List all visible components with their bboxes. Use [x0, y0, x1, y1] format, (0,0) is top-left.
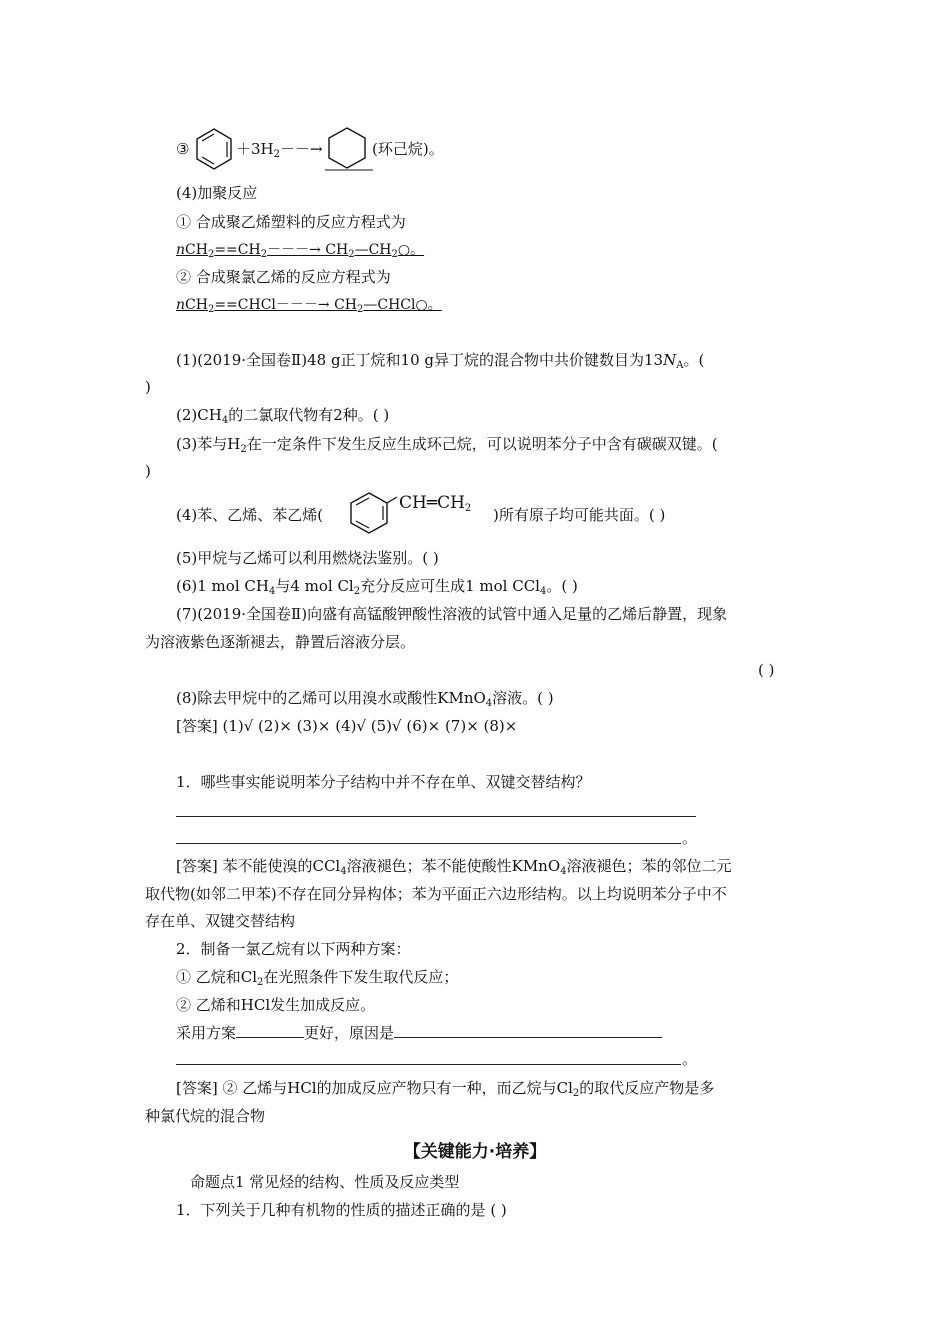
judge-question-7-line2: 为溶液紫色逐渐褪去，静置后溶液分层。: [145, 633, 416, 651]
scheme-blank[interactable]: [236, 1023, 304, 1038]
styrene-vinyl-group: $CH═CH_2$: [399, 493, 472, 514]
answer-blank-line[interactable]: [176, 843, 681, 844]
reaction-4-item1: ① 合成聚乙烯塑料的反应方程式为: [176, 213, 406, 231]
reaction-4-title: (4)加聚反应: [176, 184, 258, 202]
pvc-equation: nCH$_2$==CHCl－－－→ $CH_2—CHCl○$。: [176, 297, 442, 315]
judge-question-6: (6)1 mol $CH_4$与4 mol $Cl_2$充分反应可生成1 mol CCl$_4$。( ): [176, 577, 578, 597]
answer-blank-line[interactable]: [176, 816, 696, 817]
think-answer-2-line2: 种氯代烷的混合物: [145, 1107, 266, 1125]
judge-question-7-paren: ( ): [758, 661, 775, 679]
section-heading: 【关键能力·培养】: [403, 1142, 547, 1162]
think-question-2: 2．制备一氯乙烷有以下两种方案：: [176, 940, 411, 958]
reaction-3-number: ③: [176, 140, 190, 158]
think-answer-1-line1: [答案] 苯不能使溴的CCl$_4$溶液褪色；苯不能使酸性KMnO$_4$溶液褪色；苯的邻位二元: [176, 857, 732, 877]
judge-question-2: $(2)CH_4$的二氯取代物有2种。( ): [176, 406, 390, 426]
reason-blank[interactable]: [394, 1023, 662, 1038]
think-question-2-option2: ② 乙烯和HCl发生加成反应。: [176, 996, 376, 1014]
think-question-2-period: 。: [682, 1050, 698, 1068]
think-question-1: 1．哪些事实能说明苯分子结构中并不存在单、双键交替结构？: [176, 773, 591, 791]
styrene-benzene-ring: [347, 489, 397, 537]
judge-question-8: (8)除去甲烷中的乙烯可以用溴水或酸性KMnO$_4$溶液。( ): [176, 689, 554, 709]
benzene-ring-structure: [194, 126, 234, 172]
reaction-3-product: (环己烷)。: [372, 140, 444, 158]
judge-question-3-paren: ): [145, 462, 151, 480]
polyethylene-equation: $nCH_2==CH_2---\to$ $CH_2—CH_2○$。: [176, 242, 425, 260]
section-question-1: 1．下列关于几种有机物的性质的描述正确的是 ( ): [176, 1201, 507, 1219]
think-answer-1-line3: 存在单、双键交替结构: [145, 912, 296, 930]
judge-question-7-line1: (7)(2019·全国卷Ⅱ)向盛有高锰酸钾酸性溶液的试管中通入足量的乙烯后静置，现象: [176, 605, 728, 623]
judge-question-4-end: )所有原子均可能共面。( ): [493, 506, 666, 524]
think-question-2-prompt: 采用方案 更好，原因是: [176, 1023, 662, 1043]
cyclohexane-ring-structure: [325, 124, 375, 174]
think-question-1-period: 。: [682, 829, 698, 847]
topic-point: 命题点1 常见烃的结构、性质及反应类型: [190, 1173, 460, 1191]
think-answer-2-line1: [答案] ② 乙烯与HCl的加成反应产物只有一种，而乙烷与$Cl_2$的取代反应产物是多: [176, 1079, 715, 1099]
reaction-4-item2: ② 合成聚氯乙烯的反应方程式为: [176, 268, 391, 286]
answer-blank-line[interactable]: [176, 1064, 681, 1065]
judge-question-1-paren: ): [145, 378, 151, 396]
judge-question-1: (1)(2019·全国卷Ⅱ)48 g正丁烷和10 g异丁烷的混合物中共价键数目为$13N_A$。(: [176, 351, 705, 371]
judge-answer: [答案] (1)√ (2)× (3)× (4)√ (5)√ (6)× (7)× (8)×: [176, 717, 518, 735]
judge-question-3: (3)苯与$H_2$在一定条件下发生反应生成环己烷，可以说明苯分子中含有碳碳双键。(: [176, 435, 718, 455]
judge-question-4-text: (4)苯、乙烯、苯乙烯(: [176, 506, 324, 524]
think-question-2-option1: ① 乙烷和$Cl_2$在光照条件下发生取代反应；: [176, 968, 459, 988]
think-answer-1-line2: 取代物(如邻二甲苯)不存在同分异构体；苯为平面正六边形结构。以上均说明苯分子中不: [145, 885, 727, 903]
judge-question-5: (5)甲烷与乙烯可以利用燃烧法鉴别。( ): [176, 549, 439, 567]
reaction-3-reagent: $+3H_2--\to$: [236, 140, 323, 160]
